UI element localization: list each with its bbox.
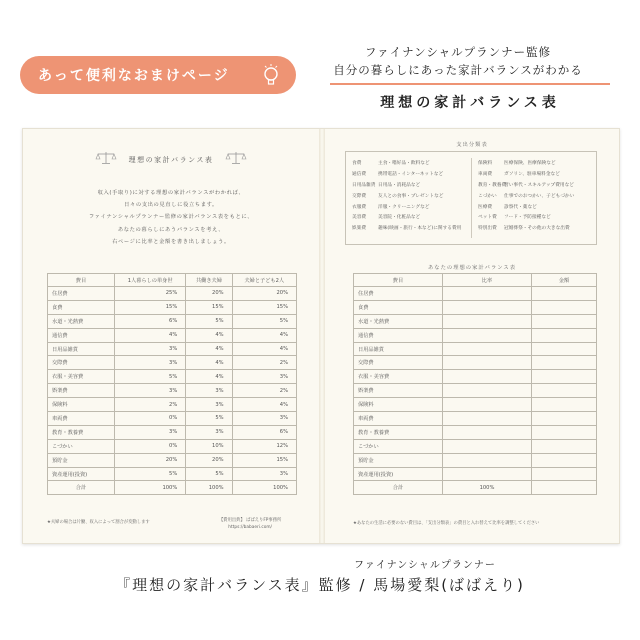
ratio-blank-cell [443, 439, 532, 453]
category-row [478, 158, 574, 169]
ratio-blank-cell [443, 300, 532, 314]
expense-item-cell: 保険料 [354, 398, 443, 412]
ratio-cell: 15% [186, 300, 232, 314]
ratio-cell: 5% [232, 314, 296, 328]
category-row [352, 190, 461, 201]
category-row [478, 212, 574, 223]
ratio-cell: 3% [115, 425, 186, 439]
ratio-blank-cell [443, 398, 532, 412]
category-name: 教育・教養費 [478, 182, 507, 188]
category-description: 習い事代・スキルアップ費用など [504, 182, 574, 188]
category-row [352, 223, 461, 234]
ratio-cell: 3% [186, 398, 232, 412]
ratio-cell: 4% [186, 370, 232, 384]
category-name: 通信費 [352, 172, 367, 178]
expense-item-cell: 娯楽費 [48, 384, 115, 398]
amount-blank-cell [532, 314, 597, 328]
ratio-cell: 4% [232, 342, 296, 356]
ratio-cell: 25% [115, 287, 186, 301]
table-header-row [48, 274, 297, 287]
category-description: 主食・嗜好品・飲料など [378, 161, 430, 167]
column-header: 夫婦と子ども2人 [232, 274, 296, 287]
expense-item-cell: 水道・光熱費 [354, 314, 443, 328]
column-header: 比率 [443, 274, 532, 287]
ratio-cell: 3% [232, 370, 296, 384]
category-description: 仕事でのおつかい、子どもづかい [504, 193, 575, 199]
ratio-cell: 4% [186, 328, 232, 342]
expense-item-cell: 衣服・美容費 [354, 370, 443, 384]
expense-item-cell: こづかい [354, 439, 443, 453]
ratio-cell: 100% [232, 481, 296, 495]
table-row [48, 342, 297, 356]
intro-line: ファイナンシャルプランナー監修の家計バランス表をもとに、 [88, 214, 254, 221]
category-divider [471, 158, 472, 238]
amount-blank-cell [532, 425, 597, 439]
total-ratio: 100% [443, 481, 532, 495]
category-row [352, 169, 461, 180]
category-description: 洋服・クリーニングなど [378, 204, 430, 210]
category-row [352, 158, 461, 169]
expense-item-cell: 交際費 [48, 356, 115, 370]
category-row [478, 180, 574, 191]
expense-item-cell: 合計 [48, 481, 115, 495]
ratio-blank-cell [443, 287, 532, 301]
ratio-cell: 4% [232, 328, 296, 342]
column-header: 1人暮らしの単身世 [115, 274, 186, 287]
expense-item-cell: 交際費 [354, 356, 443, 370]
expense-item-cell: 預貯金 [48, 453, 115, 467]
amount-blank-cell [532, 370, 597, 384]
category-row [352, 180, 461, 191]
ratio-cell: 3% [186, 425, 232, 439]
ratio-cell: 4% [186, 356, 232, 370]
ratio-cell: 5% [115, 370, 186, 384]
ratio-cell: 100% [115, 481, 186, 495]
ratio-cell: 5% [186, 467, 232, 481]
source-credit [219, 517, 281, 531]
category-row [478, 190, 574, 201]
expense-item-cell: 教育・教養費 [48, 425, 115, 439]
ratio-cell: 10% [186, 439, 232, 453]
expense-item-cell: 衣服・美容費 [48, 370, 115, 384]
amount-blank-cell [532, 398, 597, 412]
intro-text [63, 187, 279, 248]
table-row [354, 467, 597, 481]
table-row [354, 453, 597, 467]
category-description: 医療保険、医療保険など [504, 161, 556, 167]
expense-item-cell: 資産運用(投資) [354, 467, 443, 481]
header-line2: 自分の暮らしにあった家計バランスがわかる [333, 63, 583, 77]
left-page [23, 129, 319, 543]
table-row [48, 287, 297, 301]
category-name: ペット費 [478, 215, 497, 221]
left-page-title: 理想の家計バランス表 [128, 156, 214, 164]
expense-item-cell: 預貯金 [354, 453, 443, 467]
column-header: 金額 [532, 274, 597, 287]
table-row [48, 425, 297, 439]
ratio-cell: 5% [186, 314, 232, 328]
intro-line: あなたの暮らしにあうバランスを考え、 [117, 226, 225, 233]
expense-item-cell: 資産運用(投資) [48, 467, 115, 481]
ratio-cell: 3% [115, 356, 186, 370]
expense-item-cell: 娯楽費 [354, 384, 443, 398]
ratio-blank-cell [443, 467, 532, 481]
ratio-cell: 3% [232, 412, 296, 426]
category-row [352, 201, 461, 212]
category-name: 日用品雑貨 [352, 182, 376, 188]
category-description: 携帯電話・インターネットなど [378, 172, 444, 178]
scale-icon [225, 151, 247, 165]
table-row [354, 314, 597, 328]
ratio-cell: 3% [115, 384, 186, 398]
ratio-cell: 0% [115, 412, 186, 426]
open-book [22, 128, 620, 544]
expense-item-cell: 食費 [48, 300, 115, 314]
footer-role: ファイナンシャルプランナー [354, 560, 496, 571]
intro-line: 右ページに比率と金額を書き出しましょう。 [112, 238, 230, 245]
category-row [352, 212, 461, 223]
category-name: 衣服費 [352, 204, 367, 210]
expense-item-cell: こづかい [48, 439, 115, 453]
ratio-blank-cell [443, 384, 532, 398]
column-header: 共働き夫婦 [186, 274, 232, 287]
footer-credit: 『理想の家計バランス表』監修 / 馬場愛梨(ばばえり) [115, 576, 525, 594]
category-column-left [352, 158, 461, 234]
ratio-cell: 20% [232, 287, 296, 301]
table-row [354, 425, 597, 439]
table-row [48, 481, 297, 495]
ratio-cell: 5% [115, 467, 186, 481]
ratio-cell: 3% [115, 342, 186, 356]
table-row [354, 356, 597, 370]
lightbulb-icon [262, 64, 280, 88]
header-title: 理想の家計バランス表 [380, 95, 560, 111]
category-row [478, 201, 574, 212]
ratio-cell: 6% [115, 314, 186, 328]
category-description: ガソリン、駐車場料金など [504, 172, 560, 178]
table-row [354, 398, 597, 412]
right-page [325, 129, 619, 543]
category-description: 冠婚葬祭・その他の大きな出費 [504, 226, 570, 232]
category-name: 特別出費 [478, 226, 497, 232]
category-description: 趣味(映画・旅行・本など)に関する費用 [378, 226, 462, 232]
expense-item-cell: 車両費 [354, 412, 443, 426]
badge-label: あって便利なおまけページ [38, 68, 230, 84]
ratio-cell: 15% [115, 300, 186, 314]
expense-item-cell: 通信費 [48, 328, 115, 342]
amount-blank-cell [532, 467, 597, 481]
ratio-cell: 5% [186, 412, 232, 426]
column-header: 費目 [354, 274, 443, 287]
your-balance-title: あなたの理想の家計バランス表 [428, 265, 516, 271]
ratio-cell: 12% [232, 439, 296, 453]
ratio-blank-cell [443, 314, 532, 328]
ratio-cell: 2% [232, 356, 296, 370]
expense-item-cell: 食費 [354, 300, 443, 314]
amount-blank-cell [532, 328, 597, 342]
bonus-page-badge [20, 56, 296, 94]
intro-line: 収入(手取り)に対する理想の家計バランスがわかれば、 [97, 190, 245, 196]
table-row [48, 384, 297, 398]
total-row [354, 481, 597, 495]
table-row [354, 412, 597, 426]
expense-item-cell: 水道・光熱費 [48, 314, 115, 328]
category-description: 美容院・化粧品など [378, 215, 421, 221]
amount-blank-cell [532, 342, 597, 356]
ratio-cell: 100% [186, 481, 232, 495]
ratio-blank-cell [443, 342, 532, 356]
amount-blank-cell [532, 453, 597, 467]
balance-reference-table [47, 273, 297, 495]
table-row [354, 439, 597, 453]
category-description: 友人との食事・プレゼントなど [378, 193, 444, 199]
table-row [48, 370, 297, 384]
table-row [48, 453, 297, 467]
category-name: 食費 [352, 161, 362, 167]
amount-blank-cell [532, 384, 597, 398]
expense-item-cell: 日用品雑貨 [354, 342, 443, 356]
ratio-cell: 15% [232, 300, 296, 314]
table-row [48, 398, 297, 412]
expense-item-cell: 通信費 [354, 328, 443, 342]
table-row [48, 314, 297, 328]
table-row [354, 300, 597, 314]
table-row [48, 328, 297, 342]
ratio-cell: 0% [115, 439, 186, 453]
ratio-cell: 4% [186, 342, 232, 356]
category-row [478, 223, 574, 234]
expense-item-cell: 住居費 [48, 287, 115, 301]
ratio-cell: 6% [232, 425, 296, 439]
amount-blank-cell [532, 287, 597, 301]
amount-blank-cell [532, 300, 597, 314]
expense-category-box [345, 151, 597, 245]
your-balance-table [353, 273, 597, 495]
intro-line: 日々の支出の見直しに役立ちます。 [124, 202, 218, 209]
ratio-cell: 2% [115, 398, 186, 412]
right-footnote: ★あなたの生活に必要のない費目は、「支出分類表」の費目と入れ替えて比率を調整してください [353, 521, 540, 526]
column-header: 費目 [48, 274, 115, 287]
category-description: フード・予防接種など [504, 215, 551, 221]
ratio-blank-cell [443, 356, 532, 370]
source-line: 【費用出典】 ばばえりFP事務所 [219, 518, 282, 523]
expense-category-title: 支出分類表 [456, 142, 488, 148]
category-name: 医療費 [478, 204, 493, 210]
total-amount-blank [532, 481, 597, 495]
ratio-cell: 20% [186, 453, 232, 467]
category-name: こづかい [478, 193, 497, 199]
table-row [354, 342, 597, 356]
category-name: 交際費 [352, 193, 367, 199]
table-row [48, 467, 297, 481]
category-name: 美容費 [352, 215, 367, 221]
table-row [48, 412, 297, 426]
table-header-row [354, 274, 597, 287]
ratio-cell: 3% [186, 384, 232, 398]
ratio-cell: 20% [115, 453, 186, 467]
expense-item-cell: 教育・教養費 [354, 425, 443, 439]
table-row [48, 356, 297, 370]
category-column-right [478, 158, 574, 234]
category-name: 保険料 [478, 161, 493, 167]
expense-item-cell: 保険料 [48, 398, 115, 412]
table-row [48, 300, 297, 314]
table-row [354, 328, 597, 342]
table-row [354, 384, 597, 398]
amount-blank-cell [532, 439, 597, 453]
source-url: https://babaeri.com/ [228, 525, 272, 530]
category-name: 娯楽費 [352, 226, 367, 232]
table-row [354, 287, 597, 301]
ratio-cell: 2% [232, 384, 296, 398]
ratio-cell: 3% [232, 467, 296, 481]
ratio-cell: 4% [115, 328, 186, 342]
category-row [478, 169, 574, 180]
expense-item-cell: 車両費 [48, 412, 115, 426]
left-footnote: ★夫婦の場合は片働、収入によって割合が変動します [47, 520, 150, 525]
ratio-blank-cell [443, 412, 532, 426]
table-row [48, 439, 297, 453]
ratio-blank-cell [443, 370, 532, 384]
category-description: 診察代・薬など [504, 204, 537, 210]
category-description: 日用品・消耗品など [378, 182, 421, 188]
expense-item-cell: 日用品雑貨 [48, 342, 115, 356]
amount-blank-cell [532, 412, 597, 426]
ratio-blank-cell [443, 328, 532, 342]
table-row [354, 370, 597, 384]
ratio-blank-cell [443, 425, 532, 439]
total-label: 合計 [354, 481, 443, 495]
header-line1: ファイナンシャルプランナー監修 [364, 45, 552, 59]
ratio-cell: 20% [186, 287, 232, 301]
ratio-blank-cell [443, 453, 532, 467]
amount-blank-cell [532, 356, 597, 370]
header-divider [330, 83, 610, 85]
ratio-cell: 15% [232, 453, 296, 467]
ratio-cell: 4% [232, 398, 296, 412]
category-name: 車両費 [478, 172, 493, 178]
expense-item-cell: 住居費 [354, 287, 443, 301]
